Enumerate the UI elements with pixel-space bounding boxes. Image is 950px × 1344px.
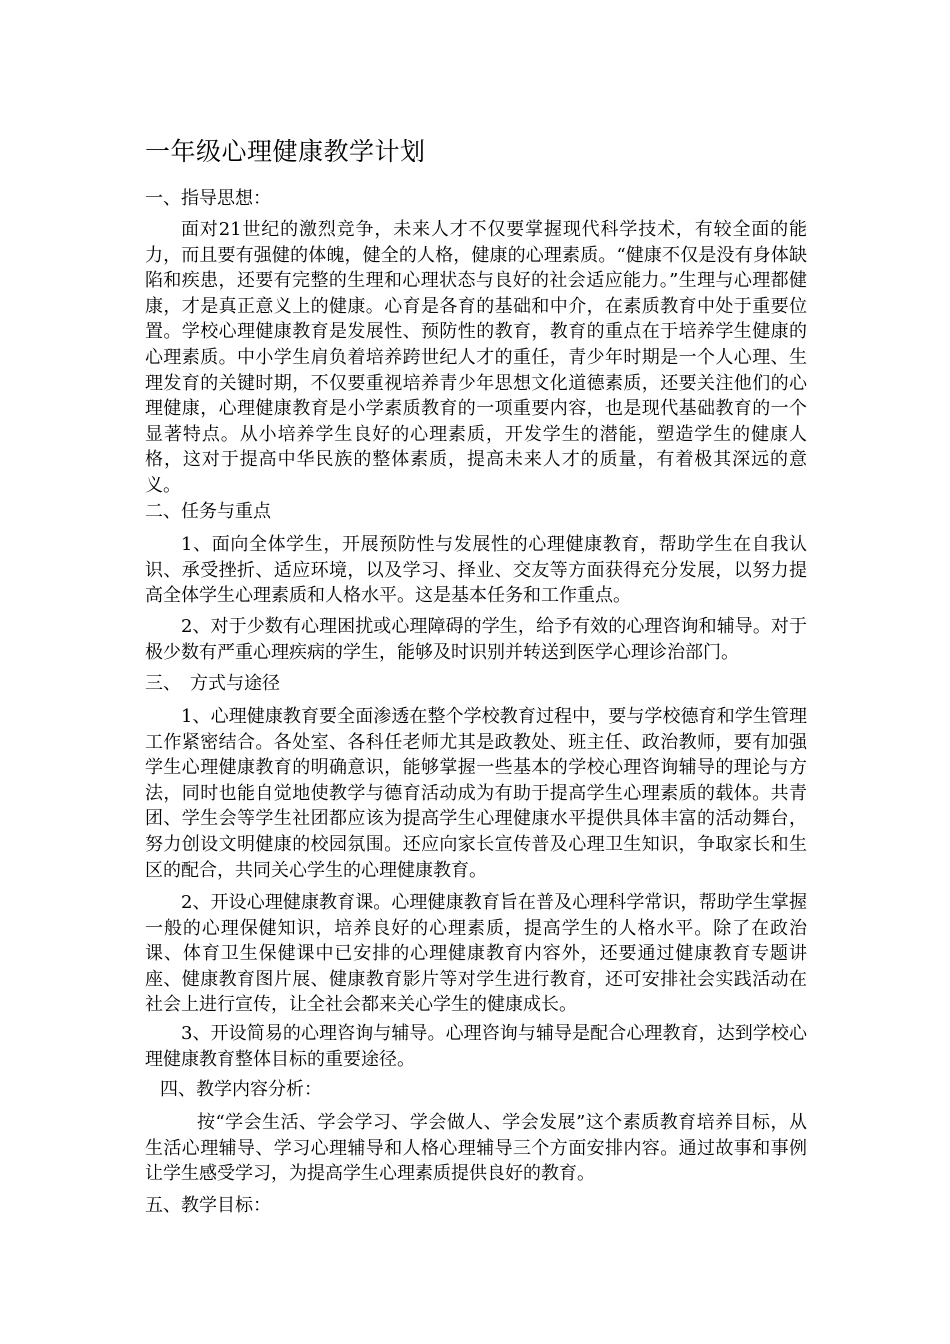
document-title: 一年级心理健康教学计划 xyxy=(145,137,426,166)
paragraph-guiding-ideology: 面对21世纪的激烈竞争，未来人才不仅要掌握现代科学技术，有较全面的能力，而且要有强健的体魄，健全的人格，健康的心理素质。“健康不仅是没有身体缺陷和疾患，还要有完整的生理和心理状态与良好的社会适应能力。”生理与心理都健康，才是真正意义上的健康。心育是各育的基础和中介，在素质教育中处于重要位置。学校心理健康教育是发展性、预防性的教育，教育的重点在于培养学生健康的心理素质。中小学生肩负着培养跨世纪人才的重任，青少年时期是一个人心理、生理发育的关键时期，不仅要重视培养青少年思想文化道德素质，还要关注他们的心理健康，心理健康教育是小学素质教育的一项重要内容，也是现代基础教育的一个显著特点。从小培养学生良好的心理素质，开发学生的潜能，塑造学生的健康人格，这对于提高中华民族的整体素质，提高未来人才的质量，有着极其深远的意义。 xyxy=(145,219,807,496)
paragraph-method-1: 1、心理健康教育要全面渗透在整个学校教育过程中，要与学校德育和学生管理工作紧密结合。各处室、各科任老师尤其是政教处、班主任、政治教师，要有加强学生心理健康教育的明确意识，能够掌握一些基本的学校心理咨询辅导的理论与方法，同时也能自觉地使教学与德育活动成为有助于提高学生心理素质的载体。共青团、学生会等学生社团都应该为提高学生心理健康水平提供具体丰富的活动舞台，努力创设文明健康的校园氛围。还应向家长宣传普及心理卫生知识，争取家长和生区的配合，共同关心学生的心理健康教育。 xyxy=(145,706,807,881)
paragraph-task-1: 1、面向全体学生，开展预防性与发展性的心理健康教育，帮助学生在自我认识、承受挫折、适应环境，以及学习、择业、交友等方面获得充分发展，以努力提高全体学生心理素质和人格水平。这是基本任务和工作重点。 xyxy=(145,534,807,607)
section-heading-content-analysis: 四、教学内容分析： xyxy=(160,1079,322,1100)
paragraph-content-analysis: 按“学会生活、学会学习、学会做人、学会发展”这个素质教育培养目标，从生活心理辅导、学习心理辅导和人格心理辅导三个方面安排内容。通过故事和事例让学生感受学习，为提高学生心理素质提供良好的教育。 xyxy=(145,1112,807,1185)
paragraph-method-3: 3、开设简易的心理咨询与辅导。心理咨询与辅导是配合心理教育，达到学校心理健康教育整体目标的重要途径。 xyxy=(145,1023,807,1070)
section-heading-tasks-and-focus: 二、任务与重点 xyxy=(145,501,271,522)
paragraph-task-2: 2、对于少数有心理困扰或心理障碍的学生，给予有效的心理咨询和辅导。对于极少数有严重心理疾病的学生，能够及时识别并转送到医学心理诊治部门。 xyxy=(145,616,807,663)
section-heading-methods-and-approaches: 三、 方式与途径 xyxy=(145,673,280,694)
section-heading-guiding-ideology: 一、指导思想： xyxy=(145,188,271,209)
paragraph-method-2: 2、开设心理健康教育课。心理健康教育旨在普及心理科学常识，帮助学生掌握一般的心理保健知识，培养良好的心理素质，提高学生的人格水平。除了在政治课、体育卫生保健课中已安排的心理健康教育内容外，还要通过健康教育专题讲座、健康教育图片展、健康教育影片等对学生进行教育，还可安排社会实践活动在社会上进行宣传，让全社会都来关心学生的健康成长。 xyxy=(145,892,807,1016)
section-heading-teaching-objectives: 五、教学目标： xyxy=(145,1195,271,1216)
